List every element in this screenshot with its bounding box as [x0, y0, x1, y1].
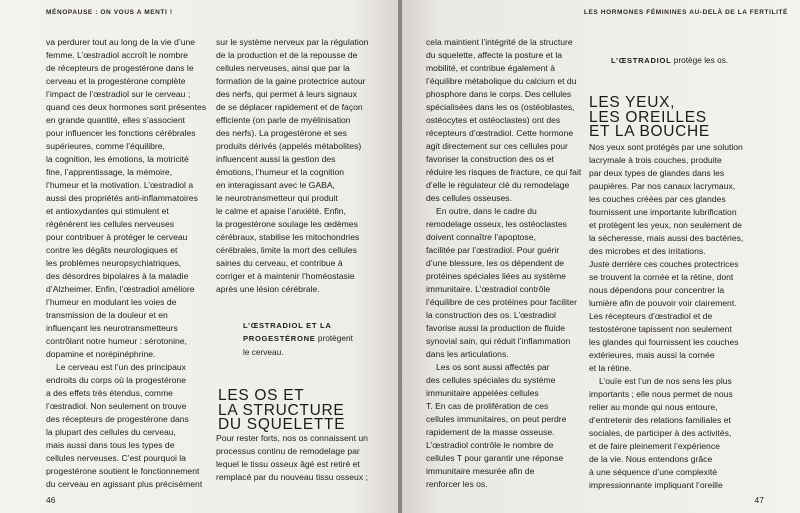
running-head-left: MÉNOPAUSE : ON VOUS A MENTI ! — [46, 9, 173, 16]
text-line: spécialisées dans les os (ostéoblastes, — [426, 102, 575, 112]
text-line: Les récepteurs d’œstradiol et de — [589, 311, 713, 321]
text-line: renforcer les os. — [426, 479, 488, 489]
text-line: après une lésion cérébrale. — [216, 284, 320, 294]
text-line: En outre, dans le cadre du — [436, 206, 537, 216]
text-line: favorise aussi la production de fluide — [426, 323, 566, 333]
text-line: les couches créées par ces glandes — [589, 194, 726, 204]
text-line: et de faire pleinement l’expérience — [589, 441, 720, 451]
text-line: protéines spéciales liées au système — [426, 271, 566, 281]
text-line: cellules nerveuses. C’est pourquoi la — [46, 453, 186, 463]
text-line: progestérone soutient le fonctionnement — [46, 466, 200, 476]
text-line: l’humeur et la motivation. L’œstradiol a — [46, 180, 194, 190]
text-line: T. En cas de prolifération de ces — [426, 401, 549, 411]
text-line: le calme et apaise l’anxiété. Enfin, — [216, 206, 346, 216]
text-line: favoriser la construction des os et — [426, 154, 555, 164]
text-line: des cellules spéciales du système — [426, 375, 556, 385]
text-line: de se déplacer rapidement et de façon — [216, 102, 363, 112]
right-column-2 — [589, 141, 789, 492]
text-line: de la production et de la repousse de — [216, 50, 358, 60]
text-line: Juste derrière ces couches protectrices — [589, 259, 739, 269]
text-line: Nos yeux sont protégés par une solution — [589, 142, 743, 152]
callout-brain-text-1: protègent — [315, 333, 353, 344]
text-line: extérieures, mais aussi la cornée — [589, 350, 715, 360]
text-line: Le cerveau est l’un des principaux — [56, 362, 186, 372]
text-line: des désordres bipolaires à la maladie — [46, 271, 189, 281]
text-line: Les os sont aussi affectés par — [436, 362, 550, 372]
text-line: phosphore dans le corps. Des cellules — [426, 89, 572, 99]
text-line: d’Alzheimer. Enfin, l’œstradiol améliore — [46, 284, 195, 294]
page-number-right: 47 — [754, 495, 764, 505]
heading-line: DU SQUELETTE — [218, 416, 346, 434]
text-line: sociales, de participer à des activités, — [589, 428, 732, 438]
text-line: la sécheresse, mais aussi des bactéries, — [589, 233, 744, 243]
text-line: immunitaire. L’œstradiol contrôle — [426, 284, 551, 294]
left-column-1 — [46, 36, 218, 491]
text-line: du squelette, affecte la posture et la — [426, 50, 563, 60]
page-number-left: 46 — [46, 495, 56, 505]
text-line: formation de la gaine protectrice autour — [216, 76, 366, 86]
text-line: la progestérone soulage les œdèmes — [216, 219, 358, 229]
text-line: des nerfs, qui permet à leurs signaux — [216, 89, 357, 99]
text-line: quand ces deux hormones sont présentes — [46, 102, 207, 112]
text-line: transmission de la douleur et en — [46, 310, 168, 320]
left-page — [0, 0, 398, 513]
text-line: la construction des os. L’œstradiol — [426, 310, 556, 320]
callout-brain-bold-1: L’ŒSTRADIOL ET LA — [243, 321, 332, 330]
left-column-2 — [216, 36, 392, 296]
callout-brain-bold-2: PROGESTÉRONE — [243, 334, 316, 344]
text-line: les glandes qui fournissent les couches — [589, 337, 739, 347]
text-line: lumière afin de pouvoir voir clairement. — [589, 298, 737, 308]
text-line: saines du cerveau, et contribue à — [216, 258, 343, 268]
text-line: l’humeur en modulant les voies de — [46, 297, 177, 307]
text-line: cérébrales, limite la mort des cellules — [216, 245, 357, 255]
text-line: la plupart des cellules du cerveau, — [46, 427, 176, 437]
callout-brain — [243, 319, 353, 359]
text-line: l’œstradiol. Non seulement on trouve — [46, 401, 187, 411]
text-line: testostérone tapissent non seulement — [589, 324, 732, 334]
text-line: cérébraux, stabilise les mitochondries — [216, 232, 360, 242]
text-line: remplacé par du nouveau tissu osseux ; — [216, 472, 368, 482]
text-line: relier au monde qui nous entoure, — [589, 402, 718, 412]
text-line: d’une blessure, les os dépendent de — [426, 258, 565, 268]
heading-line: LES OS ET — [218, 387, 305, 404]
left-column-2-continued — [216, 432, 392, 484]
text-line: paupières. Par nos canaux lacrymaux, — [589, 181, 736, 191]
text-line: en interagissant avec le GABA, — [216, 180, 335, 190]
heading-line: LES YEUX, — [589, 94, 676, 111]
text-line: lequel le tissu osseux âgé est retiré et — [216, 459, 360, 469]
callout-bones-bold: L’ŒSTRADIOL — [611, 56, 672, 65]
right-column-1 — [426, 36, 586, 491]
text-line: efficiente (on parle de myélinisation — [216, 115, 351, 125]
text-line: pour influencer les fonctions cérébrales — [46, 128, 196, 138]
text-line: contre les dégâts neurologiques et — [46, 245, 178, 255]
text-line: se trouvent la cornée et la rétine, dont — [589, 272, 734, 282]
text-line: nous dépendons pour concentrer la — [589, 285, 725, 295]
section-heading-senses — [589, 96, 710, 140]
text-line: remodelage osseux, les ostéoclastes — [426, 219, 567, 229]
text-line: immunitaire appelées cellules — [426, 388, 539, 398]
text-line: va perdurer tout au long de la vie d’une — [46, 37, 196, 47]
text-line: cellules nerveuses, ainsi que par la — [216, 63, 350, 73]
text-line: importants ; elle nous permet de nous — [589, 389, 733, 399]
text-line: de récepteurs de progestérone dans le — [46, 63, 194, 73]
text-line: Pour rester forts, nos os connaissent un — [216, 433, 368, 443]
text-line: rapidement de la masse osseuse. — [426, 427, 555, 437]
text-line: processus continu de remodelage par — [216, 446, 360, 456]
text-line: par deux types de glandes dans les — [589, 168, 725, 178]
text-line: cela maintient l’intégrité de la structure — [426, 37, 573, 47]
text-line: impressionnante impliquant l’oreille — [589, 480, 723, 490]
text-line: des nerfs). La progestérone et ses — [216, 128, 347, 138]
text-line: l’équilibre métabolique du calcium et du — [426, 76, 577, 86]
text-line: d’entretenir des relations familiales et — [589, 415, 731, 425]
text-line: des microbes et des irritations. — [589, 246, 706, 256]
right-page — [402, 0, 800, 513]
text-line: ostéocytes et ostéoclastes) ont des — [426, 115, 561, 125]
text-line: les problèmes neuropsychiatriques, — [46, 258, 182, 268]
text-line: fine, l’apprentissage, la mémoire, — [46, 167, 173, 177]
callout-brain-text-2: le cerveau. — [243, 346, 284, 357]
text-line: régénèrent les cellules nerveuses — [46, 219, 175, 229]
text-line: des cellules osseuses. — [426, 193, 512, 203]
text-line: endroits du corps où la progestérone — [46, 375, 186, 385]
text-line: en grande quantité, elles s’associent — [46, 115, 186, 125]
text-line: corriger et à maintenir l’homéostasie — [216, 271, 355, 281]
text-line: facilitée par l’œstradiol. Pour guérir — [426, 245, 560, 255]
text-line: synovial sain, qui réduit l’inflammation — [426, 336, 571, 346]
text-line: L’œstradiol contrôle le nombre de — [426, 440, 554, 450]
heading-line: ET LA BOUCHE — [589, 123, 710, 141]
text-line: sur le système nerveux par la régulation — [216, 37, 369, 47]
text-line: L’ouïe est l’un de nos sens les plus — [599, 376, 732, 386]
text-line: et antioxydantes qui stimulent et — [46, 206, 169, 216]
text-line: cerveau et la progestérone complète — [46, 76, 186, 86]
text-line: l’impact de l’œstradiol sur le cerveau ; — [46, 89, 191, 99]
text-line: aussi des propriétés anti-inflammatoires — [46, 193, 198, 203]
text-line: de la vie. Nous entendons grâce — [589, 454, 713, 464]
section-heading-bones — [218, 389, 345, 433]
text-line: supérieures, comme l’équilibre, — [46, 141, 165, 151]
text-line: émotions, l’humeur et la cognition — [216, 167, 345, 177]
text-line: dans les articulations. — [426, 349, 509, 359]
text-line: récepteurs d’œstradiol. Cette hormone — [426, 128, 574, 138]
text-line: lacrymale à trois couches, produite — [589, 155, 722, 165]
text-line: et la rétine. — [589, 363, 632, 373]
text-line: le neurotransmetteur qui produit — [216, 193, 338, 203]
text-line: a des effets très étendus, comme — [46, 388, 173, 398]
text-line: doivent connaître l’apoptose, — [426, 232, 536, 242]
text-line: pour contribuer à protéger le cerveau — [46, 232, 188, 242]
text-line: l’équilibre de ces protéines pour faciliter — [426, 297, 577, 307]
text-line: cellules immunitaires, on peut perdre — [426, 414, 567, 424]
text-line: agit directement sur ces cellules pour — [426, 141, 568, 151]
text-line: réduire les risques de fracture, ce qui fait — [426, 167, 582, 177]
text-line: et protègent les yeux, non seulement de — [589, 220, 742, 230]
text-line: produits dérivés (appelés métabolites) — [216, 141, 362, 151]
text-line: dopamine et norépinéphrine. — [46, 349, 156, 359]
text-line: contrôlant notre humeur : sérotonine, — [46, 336, 187, 346]
callout-bones-text: protège les os. — [671, 55, 729, 65]
text-line: influencent aussi la gestion des — [216, 154, 336, 164]
text-line: mais aussi dans tous les types de — [46, 440, 175, 450]
text-line: la cognition, les émotions, la motricité — [46, 154, 189, 164]
text-line: immunitaire mesurée afin de — [426, 466, 535, 476]
text-line: fournissent une importante lubrification — [589, 207, 737, 217]
text-line: femme. L’œstradiol accroît le nombre — [46, 50, 188, 60]
callout-bones — [611, 54, 728, 67]
text-line: à une séquence d’une complexité — [589, 467, 718, 477]
text-line: d’elle le régulateur clé du remodelage — [426, 180, 570, 190]
running-head-right: LES HORMONES FÉMININES AU-DELÀ DE LA FERTILITÉ — [583, 9, 788, 16]
text-line: des récepteurs de progestérone dans — [46, 414, 189, 424]
text-line: cellules T pour garantir une réponse — [426, 453, 564, 463]
heading-line: LES OREILLES — [589, 108, 707, 126]
text-line: du cerveau en agissant plus précisément — [46, 479, 203, 489]
text-line: mobilité, et contribue également à — [426, 63, 555, 73]
heading-line: LA STRUCTURE — [218, 401, 345, 419]
text-line: influençant les neurotransmetteurs — [46, 323, 178, 333]
